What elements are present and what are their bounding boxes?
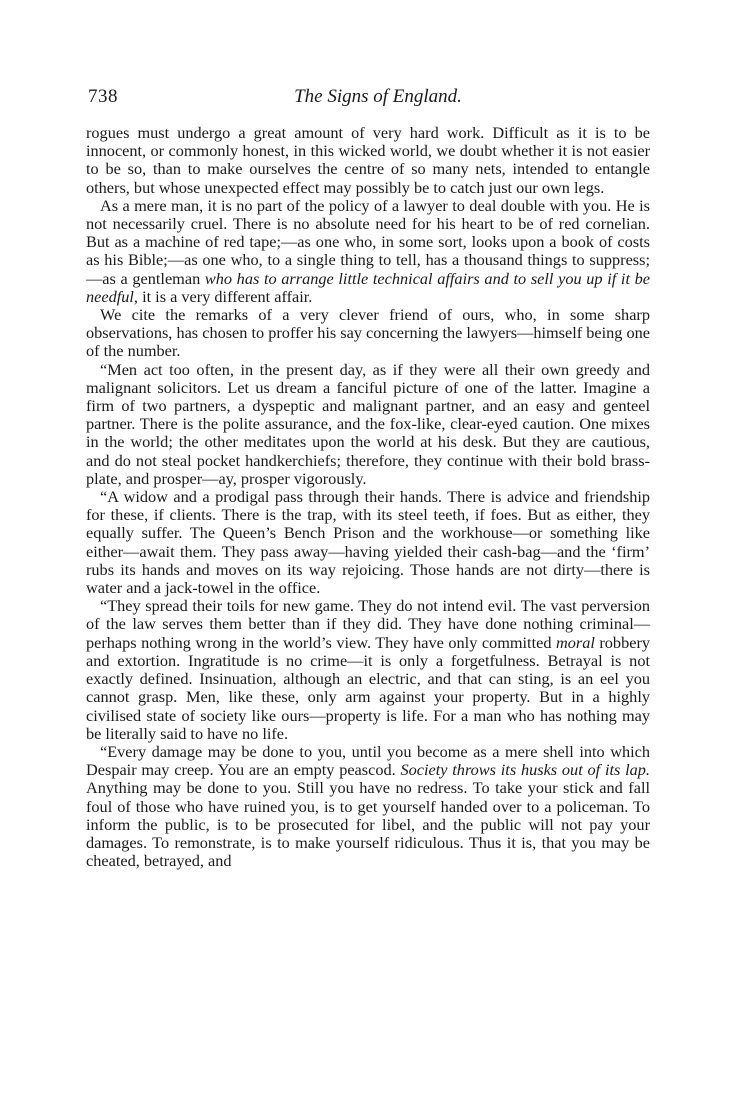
text-run: We cite the remarks of a very clever friend of ours, who, in some sharp observations, has chosen to proffer his say concerning the lawyers—himself being one of the number. [86,305,650,361]
text-run: Anything may be done to you. Still you have no redress. To take your stick and fall foul of those who have ruined you, is to get yourself handed over to a policeman. To inform the public, is to be prosecuted for libel, and the public will not pay your damages. To remonstrate, is to make yourself ridiculous. Thus it is, that you may be cheated, betrayed, and [86,778,650,871]
paragraph-4 [86,361,650,488]
running-head [88,86,648,112]
text-run: “Men act too often, in the present day, as if they were all their own greedy and malignant solicitors. Let us dream a fanciful picture of one of the latter. Imagine a firm of two partners, a dyspeptic and malignant partner, and an easy and genteel partner. There is the polite assurance, and the fox-like, clear-eyed caution. One mixes in the world; the other meditates upon the world at his desk. But they are cautious, and do not steal pocket handkerchiefs; therefore, they continue with their bold brass-plate, and prosper—ay, prosper vigorously. [86,359,650,488]
text-run: “A widow and a prodigal pass through their hands. There is advice and friendship for these, if clients. There is the trap, with its steel teeth, if foes. But as either, they equally suffer. The Queen’s Bench Prison and the workhouse—or something like either—await them. They pass away—having yielded their cash-bag—and the ‘firm’ rubs its hands and moves on its way rejoicing. Those hands are not dirty—there is water and a jack-towel in the office. [86,487,650,598]
running-title: The Signs of England. [294,86,462,107]
italic-text-run: Society throws its husks out of its lap. [400,760,650,780]
paragraph-7 [86,743,650,870]
text-run: “They spread their toils for new game. They do not intend evil. The vast perversion of the law serves them better than if they did. They have done nothing criminal—perhaps nothing wrong in the world’s view. They have only committed [86,596,650,652]
italic-text-run: who has to arrange little technical affairs and to sell you up if it be needful [86,268,650,306]
text-run: “Every damage may be done to you, until you become as a mere shell into which Despair may creep. You are an empty peascod. [86,741,650,780]
paragraph-1 [86,124,650,197]
italic-text-run: moral [555,632,595,652]
text-run: , it is a very different affair. [133,286,313,306]
paragraph-6 [86,597,650,743]
text-run: rogues must undergo a great amount of very hard work. Difficult as it is to be innocent, or commonly honest, in this wicked world, we doubt whether it is not easier to be so, than to make ourselves the centre of so many nets, intended to entangle others, but whose unexpected effect may possibly be to catch just our own legs. [86,123,650,197]
paragraph-2 [86,197,650,306]
page-number: 738 [88,86,118,107]
text-run: robbery and extortion. Ingratitude is no crime—it is only a forgetfulness. Betrayal is not exactly defined. Insinuation, although an electric, and that can sting, is an eel you cannot grasp. Men, like these, only arm against your property. But in a highly civilised state of society like ours—property is life. For a man who has nothing may be literally said to have no life. [86,632,651,743]
paragraph-5 [86,488,650,597]
body-text [86,124,650,870]
text-run: As a mere man, it is no part of the policy of a lawyer to deal double with you. He is not necessarily cruel. There is no absolute need for his heart to be of red cornelian. But as a machine of red tape;—as one who, in some sort, looks upon a book of costs as his Bible;—as one who, to a single thing to tell, has a thousand things to suppress;—as a gentleman [86,195,650,288]
paragraph-3 [86,306,650,361]
